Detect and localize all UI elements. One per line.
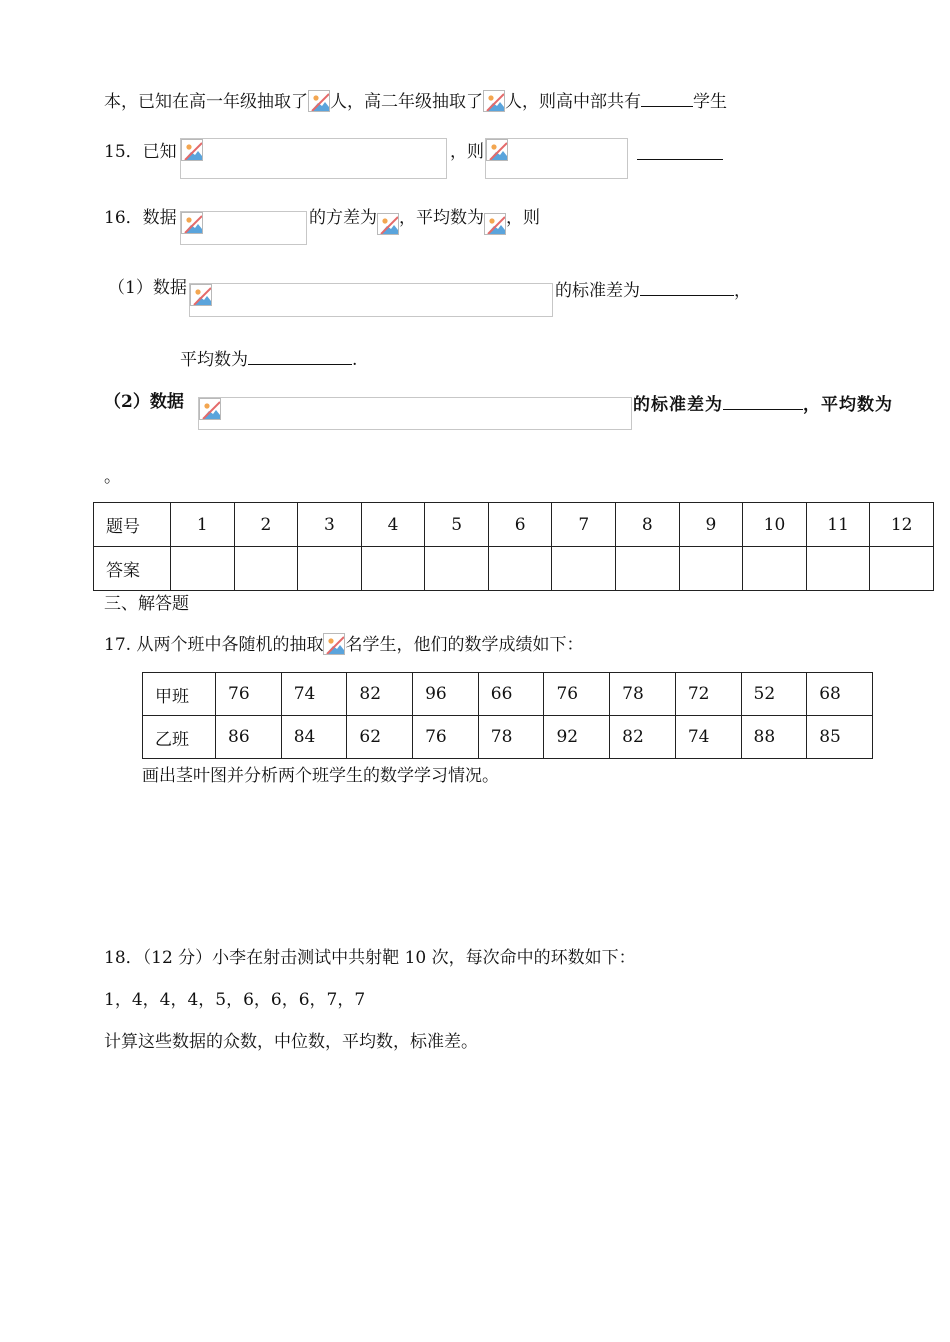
scores-table — [142, 672, 873, 759]
q16-text-d: ，则 — [506, 208, 540, 228]
score-cell: 72 — [675, 673, 741, 716]
answer-cell[interactable] — [870, 547, 934, 591]
q16-text-c: ，平均数为 — [399, 208, 484, 228]
answer-cell[interactable] — [488, 547, 552, 591]
q16-2-label: （2）数据 — [104, 392, 184, 412]
answer-cell[interactable] — [234, 547, 298, 591]
formula-image-frame — [485, 138, 628, 179]
class-a-row — [143, 673, 873, 716]
formula-image-frame — [180, 138, 447, 179]
answer-table-answer-row — [94, 547, 934, 591]
score-cell: 52 — [741, 673, 807, 716]
q16-2-end: 。 — [104, 467, 121, 487]
q17-text-b: 名学生，他们的数学成绩如下： — [345, 635, 584, 655]
broken-image-icon — [483, 90, 505, 112]
score-cell: 76 — [413, 716, 479, 759]
score-cell: 85 — [807, 716, 873, 759]
answer-cell[interactable] — [679, 547, 743, 591]
broken-image-icon — [199, 398, 221, 420]
score-cell: 62 — [347, 716, 413, 759]
q14-text-a: 本，已知在高一年级抽取了 — [104, 92, 308, 112]
answer-blank — [248, 346, 352, 365]
q16-1-text-d: 平均数为 — [180, 350, 248, 370]
score-cell: 78 — [478, 716, 544, 759]
answer-table-header-row — [94, 503, 934, 547]
q16-2-text-c: ，平均数为 — [803, 395, 893, 415]
broken-image-icon — [377, 213, 399, 235]
q14-text-c: 人，则高中部共有 — [505, 92, 641, 112]
q15-then: ，则 — [450, 142, 484, 162]
question-number: 6 — [488, 503, 552, 547]
q16-label: 16．数据 — [104, 208, 177, 228]
question-number: 9 — [679, 503, 743, 547]
q16-1-mean-line — [180, 346, 357, 371]
score-cell: 66 — [478, 673, 544, 716]
q16-1-text-e: . — [352, 350, 358, 370]
q16-1-text-c: ， — [734, 281, 751, 301]
question-number: 12 — [870, 503, 934, 547]
score-cell: 86 — [216, 716, 282, 759]
q17-task: 画出茎叶图并分析两个班学生的数学学习情况。 — [142, 766, 499, 786]
question-number: 7 — [552, 503, 616, 547]
question-number: 5 — [425, 503, 489, 547]
q16-1-text-b: 的标准差为 — [555, 281, 640, 301]
q15-label: 15．已知 — [104, 142, 177, 162]
formula-image-frame — [198, 397, 632, 430]
answer-cell[interactable] — [361, 547, 425, 591]
score-cell: 76 — [544, 673, 610, 716]
q18-data: 1，4，4，4，5，6，6，6，7，7 — [104, 990, 366, 1010]
answer-blank — [641, 88, 693, 107]
question-number: 11 — [806, 503, 870, 547]
answer-cell[interactable] — [743, 547, 807, 591]
q14-text-b: 人，高二年级抽取了 — [330, 92, 483, 112]
answer-cell[interactable] — [298, 547, 362, 591]
answer-cell[interactable] — [616, 547, 680, 591]
score-cell: 82 — [347, 673, 413, 716]
class-label: 甲班 — [143, 673, 216, 716]
broken-image-icon — [190, 284, 212, 306]
score-cell: 74 — [675, 716, 741, 759]
answer-table-header-label: 题号 — [94, 503, 171, 547]
score-cell: 92 — [544, 716, 610, 759]
answer-blank — [637, 141, 723, 160]
answer-blank — [640, 277, 734, 296]
class-b-row — [143, 716, 873, 759]
formula-image-frame — [180, 211, 307, 245]
question-number: 3 — [298, 503, 362, 547]
answer-table — [93, 502, 934, 591]
formula-image-frame — [189, 283, 553, 317]
answer-cell[interactable] — [806, 547, 870, 591]
q16-1-label: （1）数据 — [108, 278, 187, 298]
q17-line — [104, 633, 583, 656]
question-number: 8 — [616, 503, 680, 547]
q17-text-a: 17. 从两个班中各随机的抽取 — [104, 635, 324, 655]
score-cell: 88 — [741, 716, 807, 759]
question-number: 4 — [361, 503, 425, 547]
score-cell: 82 — [610, 716, 676, 759]
broken-image-icon — [308, 90, 330, 112]
q16-1-line — [555, 277, 751, 302]
broken-image-icon — [484, 213, 506, 235]
answer-blank — [723, 391, 803, 410]
broken-image-icon — [181, 212, 203, 234]
question-number: 10 — [743, 503, 807, 547]
answer-cell[interactable] — [425, 547, 489, 591]
score-cell: 76 — [216, 673, 282, 716]
score-cell: 68 — [807, 673, 873, 716]
score-cell: 84 — [281, 716, 347, 759]
q16-2-text-b: 的标准差为 — [633, 395, 723, 415]
q14-line — [104, 88, 727, 113]
score-cell: 78 — [610, 673, 676, 716]
broken-image-icon — [181, 139, 203, 161]
answer-cell[interactable] — [171, 547, 235, 591]
question-number: 2 — [234, 503, 298, 547]
q18-task: 计算这些数据的众数，中位数，平均数，标准差。 — [104, 1032, 478, 1052]
score-cell: 74 — [281, 673, 347, 716]
score-cell: 96 — [413, 673, 479, 716]
broken-image-icon — [323, 633, 345, 655]
q16-line — [309, 207, 540, 235]
class-label: 乙班 — [143, 716, 216, 759]
q14-text-d: 学生 — [693, 92, 727, 112]
q16-text-b: 的方差为 — [309, 208, 377, 228]
answer-table-row-label: 答案 — [94, 547, 171, 591]
q16-2-line — [633, 391, 893, 416]
answer-cell[interactable] — [552, 547, 616, 591]
section-heading: 三、解答题 — [104, 594, 189, 614]
question-number: 1 — [171, 503, 235, 547]
broken-image-icon — [486, 139, 508, 161]
q18-line1: 18．（12 分）小李在射击测试中共射靶 10 次，每次命中的环数如下： — [104, 948, 636, 968]
